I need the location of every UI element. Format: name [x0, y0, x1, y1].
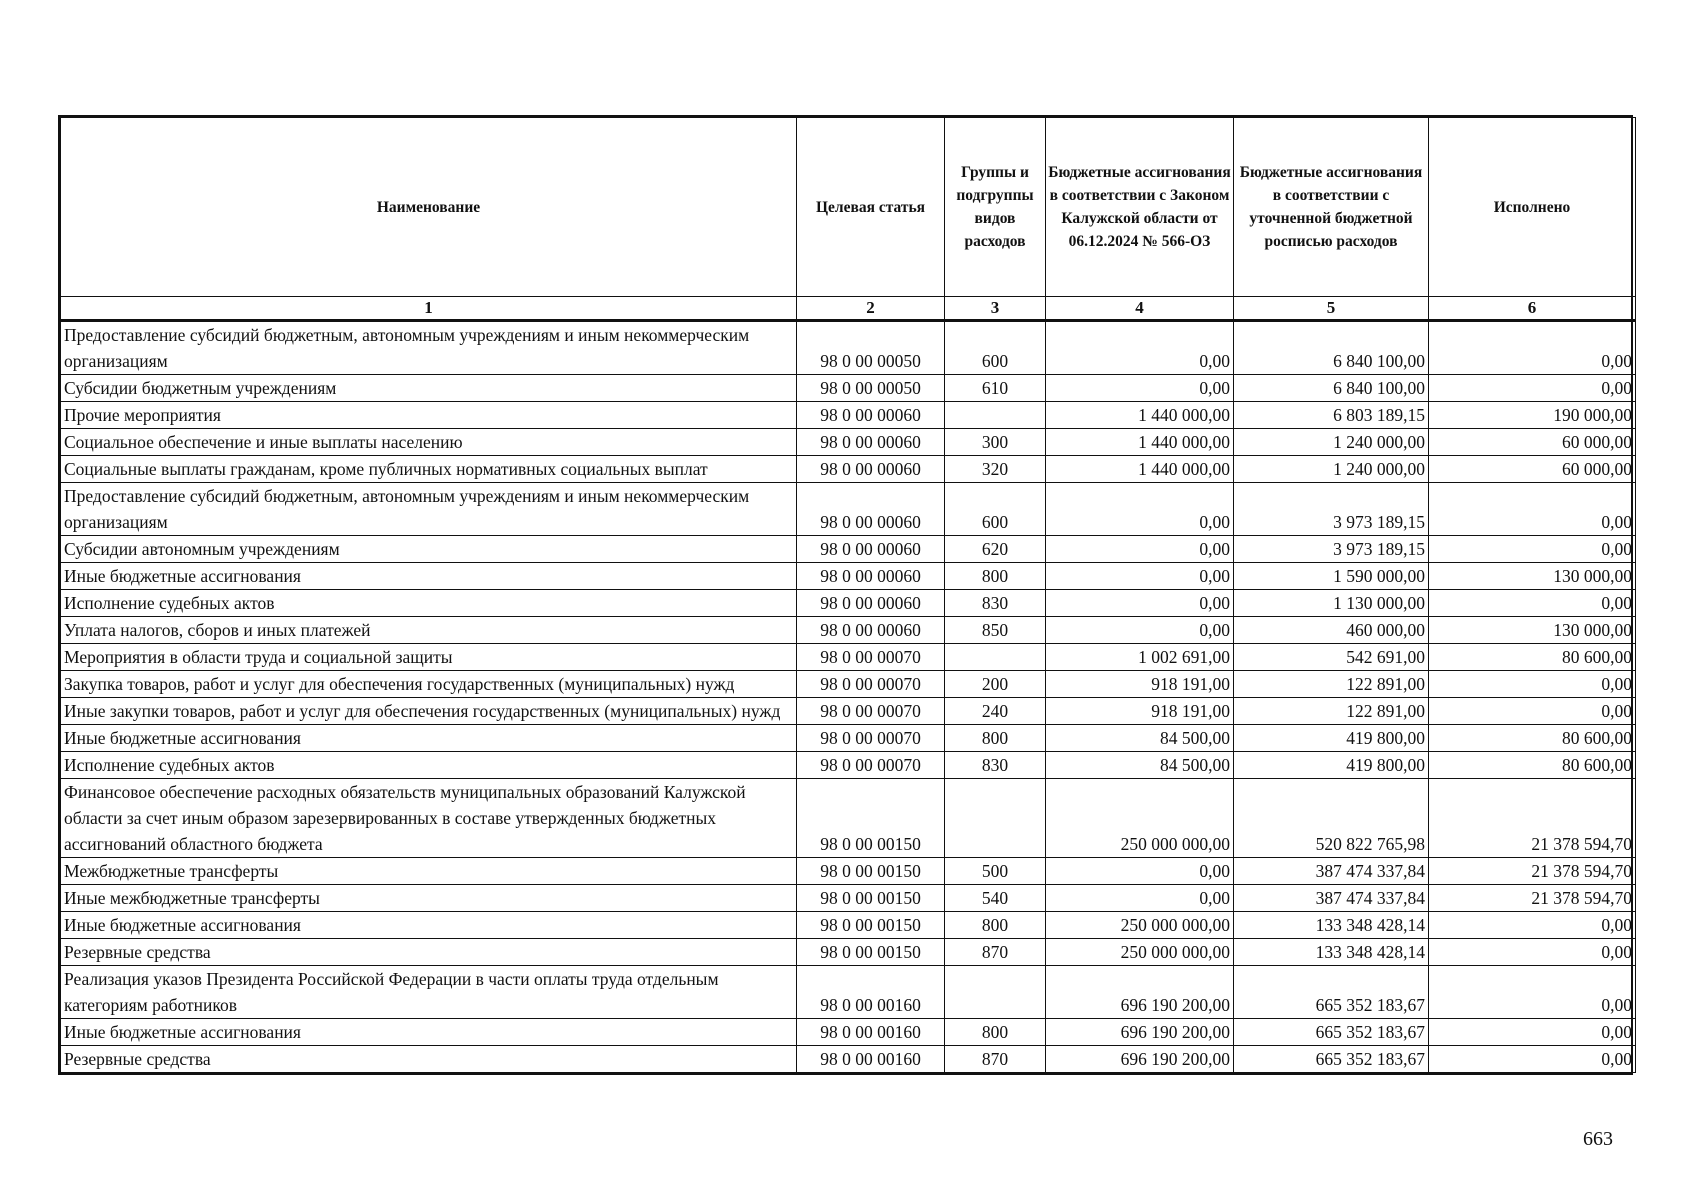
row-law-amount-cell: 0,00: [1046, 321, 1234, 375]
table-row: [61, 858, 1636, 885]
table-row: [61, 536, 1636, 563]
row-executed-amount-cell: 60 000,00: [1429, 456, 1636, 483]
column-number: 5: [1234, 297, 1429, 321]
table-row: [61, 752, 1636, 779]
row-target-article-cell: 98 0 00 00060: [797, 456, 945, 483]
row-executed-amount-cell: 0,00: [1429, 671, 1636, 698]
row-law-amount-cell: 1 440 000,00: [1046, 456, 1234, 483]
row-law-amount-cell: 250 000 000,00: [1046, 779, 1234, 858]
row-refined-amount-cell: 665 352 183,67: [1234, 1046, 1429, 1073]
row-executed-amount-cell: 21 378 594,70: [1429, 885, 1636, 912]
row-name-cell: Иные межбюджетные трансферты: [61, 885, 797, 912]
column-number: 3: [945, 297, 1046, 321]
header-row: [61, 118, 1636, 297]
row-executed-amount-cell: 0,00: [1429, 483, 1636, 536]
row-refined-amount-cell: 419 800,00: [1234, 725, 1429, 752]
row-name-cell: Иные бюджетные ассигнования: [61, 563, 797, 590]
table-row: [61, 617, 1636, 644]
row-law-amount-cell: 696 190 200,00: [1046, 966, 1234, 1019]
table-row: [61, 966, 1636, 1019]
row-law-amount-cell: 0,00: [1046, 617, 1234, 644]
row-expense-group-cell: 540: [945, 885, 1046, 912]
row-expense-group-cell: [945, 966, 1046, 1019]
row-executed-amount-cell: 0,00: [1429, 939, 1636, 966]
row-executed-amount-cell: 0,00: [1429, 321, 1636, 375]
row-expense-group-cell: 870: [945, 1046, 1046, 1073]
row-refined-amount-cell: 3 973 189,15: [1234, 483, 1429, 536]
row-name-cell: Иные бюджетные ассигнования: [61, 1019, 797, 1046]
table-row: [61, 590, 1636, 617]
header-law-allocations: Бюджетные ассигнования в соответствии с Законом Калужской области от 06.12.2024 № 566-ОЗ: [1046, 118, 1234, 297]
row-expense-group-cell: 620: [945, 536, 1046, 563]
row-expense-group-cell: 600: [945, 483, 1046, 536]
row-name-cell: Резервные средства: [61, 1046, 797, 1073]
row-target-article-cell: 98 0 00 00160: [797, 966, 945, 1019]
row-name-cell: Иные закупки товаров, работ и услуг для обеспечения государственных (муниципальных) нужд: [61, 698, 797, 725]
row-refined-amount-cell: 1 590 000,00: [1234, 563, 1429, 590]
row-refined-amount-cell: 122 891,00: [1234, 698, 1429, 725]
header-refined-allocations: Бюджетные ассигнования в соответствии с уточненной бюджетной росписью расходов: [1234, 118, 1429, 297]
row-expense-group-cell: [945, 644, 1046, 671]
row-target-article-cell: 98 0 00 00060: [797, 563, 945, 590]
row-target-article-cell: 98 0 00 00160: [797, 1046, 945, 1073]
row-name-cell: Мероприятия в области труда и социальной защиты: [61, 644, 797, 671]
row-target-article-cell: 98 0 00 00070: [797, 752, 945, 779]
row-executed-amount-cell: 130 000,00: [1429, 563, 1636, 590]
row-target-article-cell: 98 0 00 00150: [797, 779, 945, 858]
budget-table: [60, 117, 1636, 1073]
row-refined-amount-cell: 419 800,00: [1234, 752, 1429, 779]
row-name-cell: Социальные выплаты гражданам, кроме публичных нормативных социальных выплат: [61, 456, 797, 483]
row-target-article-cell: 98 0 00 00060: [797, 590, 945, 617]
row-law-amount-cell: 1 440 000,00: [1046, 429, 1234, 456]
row-target-article-cell: 98 0 00 00060: [797, 536, 945, 563]
row-law-amount-cell: 84 500,00: [1046, 752, 1234, 779]
row-law-amount-cell: 696 190 200,00: [1046, 1046, 1234, 1073]
row-law-amount-cell: 0,00: [1046, 590, 1234, 617]
row-name-cell: Исполнение судебных актов: [61, 752, 797, 779]
row-expense-group-cell: 320: [945, 456, 1046, 483]
row-executed-amount-cell: 190 000,00: [1429, 402, 1636, 429]
row-law-amount-cell: 0,00: [1046, 858, 1234, 885]
column-number: 2: [797, 297, 945, 321]
row-expense-group-cell: [945, 402, 1046, 429]
row-name-cell: Исполнение судебных актов: [61, 590, 797, 617]
row-target-article-cell: 98 0 00 00050: [797, 375, 945, 402]
row-name-cell: Субсидии автономным учреждениям: [61, 536, 797, 563]
row-refined-amount-cell: 3 973 189,15: [1234, 536, 1429, 563]
row-expense-group-cell: 850: [945, 617, 1046, 644]
row-refined-amount-cell: 1 130 000,00: [1234, 590, 1429, 617]
row-executed-amount-cell: 0,00: [1429, 912, 1636, 939]
row-name-cell: Социальное обеспечение и иные выплаты населению: [61, 429, 797, 456]
row-refined-amount-cell: 520 822 765,98: [1234, 779, 1429, 858]
row-name-cell: Резервные средства: [61, 939, 797, 966]
row-refined-amount-cell: 665 352 183,67: [1234, 966, 1429, 1019]
row-target-article-cell: 98 0 00 00160: [797, 1019, 945, 1046]
table-row: [61, 939, 1636, 966]
page-number: 663: [1583, 1128, 1613, 1150]
table-row: [61, 698, 1636, 725]
row-law-amount-cell: 918 191,00: [1046, 698, 1234, 725]
row-expense-group-cell: [945, 779, 1046, 858]
column-number: 4: [1046, 297, 1234, 321]
table-row: [61, 725, 1636, 752]
row-target-article-cell: 98 0 00 00070: [797, 671, 945, 698]
row-name-cell: Предоставление субсидий бюджетным, автономным учреждениям и иным некоммерческим организациям: [61, 321, 797, 375]
row-executed-amount-cell: 0,00: [1429, 536, 1636, 563]
row-refined-amount-cell: 387 474 337,84: [1234, 858, 1429, 885]
row-refined-amount-cell: 133 348 428,14: [1234, 939, 1429, 966]
table-row: [61, 1019, 1636, 1046]
row-law-amount-cell: 0,00: [1046, 563, 1234, 590]
row-target-article-cell: 98 0 00 00060: [797, 402, 945, 429]
table-row: [61, 375, 1636, 402]
row-executed-amount-cell: 0,00: [1429, 1046, 1636, 1073]
row-executed-amount-cell: 60 000,00: [1429, 429, 1636, 456]
row-executed-amount-cell: 21 378 594,70: [1429, 858, 1636, 885]
row-refined-amount-cell: 133 348 428,14: [1234, 912, 1429, 939]
table-row: [61, 671, 1636, 698]
row-refined-amount-cell: 1 240 000,00: [1234, 456, 1429, 483]
row-target-article-cell: 98 0 00 00150: [797, 939, 945, 966]
table-row: [61, 321, 1636, 375]
row-refined-amount-cell: 6 840 100,00: [1234, 375, 1429, 402]
row-name-cell: Предоставление субсидий бюджетным, автономным учреждениям и иным некоммерческим организациям: [61, 483, 797, 536]
row-expense-group-cell: 600: [945, 321, 1046, 375]
row-law-amount-cell: 918 191,00: [1046, 671, 1234, 698]
row-name-cell: Иные бюджетные ассигнования: [61, 725, 797, 752]
row-law-amount-cell: 1 440 000,00: [1046, 402, 1234, 429]
row-refined-amount-cell: 460 000,00: [1234, 617, 1429, 644]
row-name-cell: Финансовое обеспечение расходных обязательств муниципальных образований Калужской области за счет иным образом зарезервированных в составе утвержденных бюджетных ассигнований областного бюджета: [61, 779, 797, 858]
table-row: [61, 1046, 1636, 1073]
row-name-cell: Закупка товаров, работ и услуг для обеспечения государственных (муниципальных) нужд: [61, 671, 797, 698]
row-target-article-cell: 98 0 00 00070: [797, 644, 945, 671]
table-row: [61, 429, 1636, 456]
row-target-article-cell: 98 0 00 00150: [797, 858, 945, 885]
row-law-amount-cell: 696 190 200,00: [1046, 1019, 1234, 1046]
row-target-article-cell: 98 0 00 00050: [797, 321, 945, 375]
table-row: [61, 456, 1636, 483]
row-executed-amount-cell: 130 000,00: [1429, 617, 1636, 644]
row-law-amount-cell: 250 000 000,00: [1046, 912, 1234, 939]
row-target-article-cell: 98 0 00 00070: [797, 698, 945, 725]
row-expense-group-cell: 800: [945, 563, 1046, 590]
header-target-article: Целевая статья: [797, 118, 945, 297]
row-expense-group-cell: 800: [945, 725, 1046, 752]
table-row: [61, 779, 1636, 858]
column-number-row: [61, 297, 1636, 321]
row-law-amount-cell: 0,00: [1046, 885, 1234, 912]
table-row: [61, 885, 1636, 912]
table-row: [61, 644, 1636, 671]
row-target-article-cell: 98 0 00 00060: [797, 617, 945, 644]
row-law-amount-cell: 0,00: [1046, 536, 1234, 563]
row-law-amount-cell: 0,00: [1046, 375, 1234, 402]
table-row: [61, 402, 1636, 429]
row-name-cell: Прочие мероприятия: [61, 402, 797, 429]
column-number: 1: [61, 297, 797, 321]
table-body: [61, 321, 1636, 1073]
row-target-article-cell: 98 0 00 00070: [797, 725, 945, 752]
header-executed: Исполнено: [1429, 118, 1636, 297]
header-name: Наименование: [61, 118, 797, 297]
table-row: [61, 483, 1636, 536]
row-name-cell: Уплата налогов, сборов и иных платежей: [61, 617, 797, 644]
row-executed-amount-cell: 80 600,00: [1429, 725, 1636, 752]
row-executed-amount-cell: 0,00: [1429, 966, 1636, 1019]
row-target-article-cell: 98 0 00 00060: [797, 483, 945, 536]
row-executed-amount-cell: 0,00: [1429, 375, 1636, 402]
row-expense-group-cell: 300: [945, 429, 1046, 456]
row-expense-group-cell: 500: [945, 858, 1046, 885]
row-refined-amount-cell: 542 691,00: [1234, 644, 1429, 671]
row-expense-group-cell: 800: [945, 912, 1046, 939]
row-refined-amount-cell: 122 891,00: [1234, 671, 1429, 698]
row-executed-amount-cell: 80 600,00: [1429, 752, 1636, 779]
row-target-article-cell: 98 0 00 00060: [797, 429, 945, 456]
row-refined-amount-cell: 1 240 000,00: [1234, 429, 1429, 456]
row-refined-amount-cell: 387 474 337,84: [1234, 885, 1429, 912]
row-expense-group-cell: 240: [945, 698, 1046, 725]
row-name-cell: Межбюджетные трансферты: [61, 858, 797, 885]
row-target-article-cell: 98 0 00 00150: [797, 912, 945, 939]
row-law-amount-cell: 1 002 691,00: [1046, 644, 1234, 671]
row-expense-group-cell: 800: [945, 1019, 1046, 1046]
row-expense-group-cell: 610: [945, 375, 1046, 402]
row-executed-amount-cell: 80 600,00: [1429, 644, 1636, 671]
row-refined-amount-cell: 6 803 189,15: [1234, 402, 1429, 429]
column-number: 6: [1429, 297, 1636, 321]
row-executed-amount-cell: 0,00: [1429, 1019, 1636, 1046]
row-expense-group-cell: 830: [945, 590, 1046, 617]
table-row: [61, 563, 1636, 590]
row-expense-group-cell: 200: [945, 671, 1046, 698]
table-row: [61, 912, 1636, 939]
budget-table-container: [58, 115, 1633, 1075]
row-law-amount-cell: 250 000 000,00: [1046, 939, 1234, 966]
row-target-article-cell: 98 0 00 00150: [797, 885, 945, 912]
row-name-cell: Иные бюджетные ассигнования: [61, 912, 797, 939]
row-name-cell: Реализация указов Президента Российской Федерации в части оплаты труда отдельным категориям работников: [61, 966, 797, 1019]
row-executed-amount-cell: 0,00: [1429, 590, 1636, 617]
row-executed-amount-cell: 21 378 594,70: [1429, 779, 1636, 858]
row-refined-amount-cell: 6 840 100,00: [1234, 321, 1429, 375]
row-executed-amount-cell: 0,00: [1429, 698, 1636, 725]
row-refined-amount-cell: 665 352 183,67: [1234, 1019, 1429, 1046]
row-law-amount-cell: 0,00: [1046, 483, 1234, 536]
header-expense-group: Группы и подгруппы видов расходов: [945, 118, 1046, 297]
row-name-cell: Субсидии бюджетным учреждениям: [61, 375, 797, 402]
row-law-amount-cell: 84 500,00: [1046, 725, 1234, 752]
row-expense-group-cell: 870: [945, 939, 1046, 966]
row-expense-group-cell: 830: [945, 752, 1046, 779]
